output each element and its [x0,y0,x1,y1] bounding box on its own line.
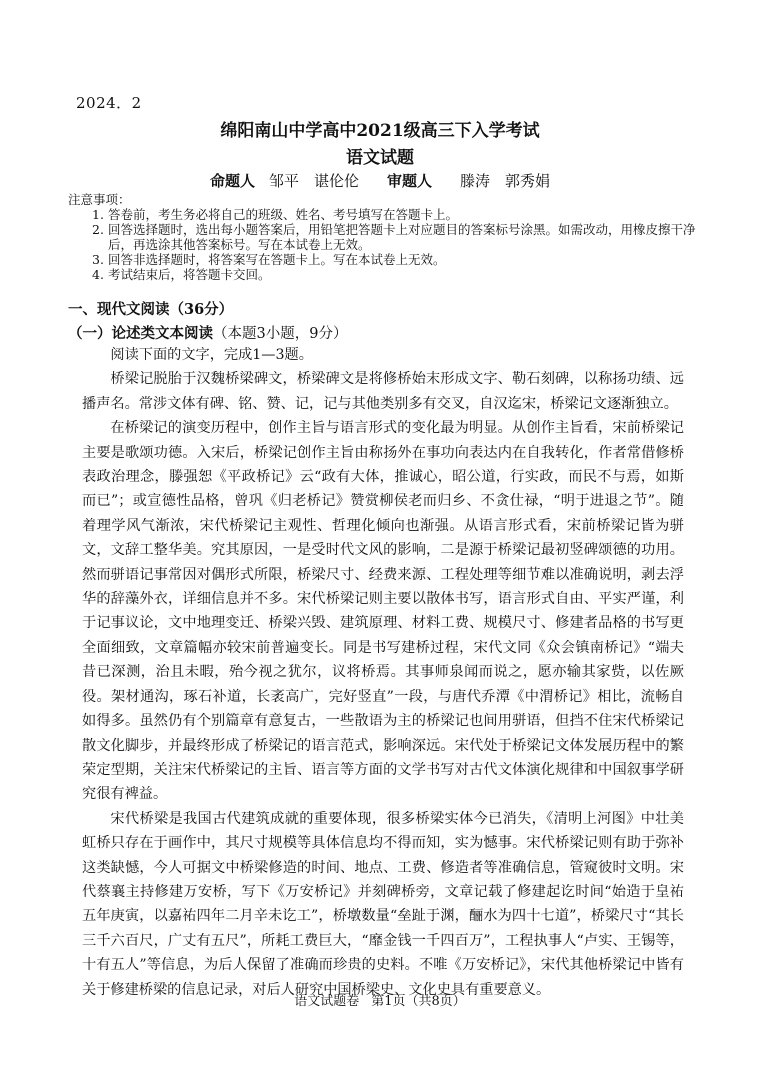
note-text: 回答选择题时，选出每小题答案后，用铅笔把答题卡上对应题目的答案标号涂黑。如需改动，用橡皮擦干净后，再选涂其他答案标号。写在本试卷上无效。 [108,222,696,252]
exam-subtitle: 语文试题 [346,148,414,168]
footer-doc-name: 语文试题卷 [294,994,360,1009]
passage-paragraph: 桥梁记脱胎于汉魏桥梁碑文，桥梁碑文是将修桥始末形成文字、勒石刻碑，以称扬功绩、远播声名。常涉文体有碑、铭、赞、记，记与其他类别多有交叉，自汉迄宋，桥梁记文逐渐独立。 [82,371,684,412]
page-footer [0,990,760,1009]
note-item [92,222,708,252]
note-item [92,252,708,267]
reviewer-names: 滕涛 郭秀娟 [460,172,551,190]
note-number: 1. [92,207,104,222]
notes-heading: 注意事项： [68,192,131,207]
notes-list [68,207,708,282]
reading-passage [82,343,684,1002]
passage-paragraph: 在桥梁记的演变历程中，创作主旨与语言形式的变化最为明显。从创作主旨看，宋前桥梁记主要是歌颂功德。入宋后，桥梁记创作主旨由称扬外在事功向表达内在自我转化，作者常借修桥表政治理念，滕强恕《平政桥记》云“政有大体，推诚心，昭公道，行实政，而民不与焉，如斯而已”；或宣德性品格，曾巩《归老桥记》赞赏柳侯老而归乡、不贪仕禄，“明于进退之节”。随着理学风气渐浓，宋代桥梁记主观性、哲理化倾向也渐强。从语言形式看，宋前桥梁记皆为骈文，文辞工整华美。究其原因，一是受时代文风的影响，二是源于桥梁记最初竖碑颂德的功用。然而骈语记事常因对偶形式所限，桥梁尺寸、经费来源、工程处理等细节难以准确说明，剥去浮华的辞藻外衣，详细信息并不多。宋代桥梁记则主要以散体书写，语言形式自由、平实严谨，利于记事议论，文中地理变迁、桥梁兴毁、建筑原理、材料工费、规模尺寸、修建者品格的书写更全面细致，文章篇幅亦较宋前普遍变长。同是书写建桥过程，宋代文同《众会镇南桥记》“端夫昔已深测，治且未暇，殆今视之犹尔，议将桥焉。其事师泉闻而说之，愿亦输其家赀，以佐厥役。架材通沟，琢石补道，长袤高广，完好竖直”一段，与唐代乔潭《中渭桥记》相比，流畅自如得多。虽然仍有个别篇章有意复古，一些散语为主的桥梁记也间用骈语，但挡不住宋代桥梁记散文化脚步，并最终形成了桥梁记的语言范式，影响深远。宋代处于桥梁记文体发展历程中的繁荣定型期，关注宋代桥梁记的主旨、语言等方面的文学书写对古代文体演化规律和中国叙事学研究很有裨益。 [82,420,684,803]
note-number: 2. [92,222,104,237]
notes-section [68,192,708,282]
footer-page-number: 第1页（共8页） [371,994,466,1009]
exam-title: 绵阳南山中学高中2021级高三下入学考试 [220,121,540,141]
note-item [92,207,708,222]
setter-label: 命题人 [209,172,255,190]
note-number: 4. [92,267,104,282]
subsection-note: （本题3小题，9分） [213,326,348,342]
note-item [92,267,708,282]
note-text: 答卷前，考生务必将自己的班级、姓名、考号填写在答题卡上。 [108,207,459,222]
exam-date: 2024．2 [76,94,142,112]
passage-paragraph: 宋代桥梁是我国古代建筑成就的重要体现，很多桥梁实体今已消失，《清明上河图》中壮美虹桥只存在于画作中，其尺寸规模等具体信息均不得而知，实为憾事。宋代桥梁记则有助于弥补这类缺憾，今人可据文中桥梁修造的时间、地点、工费、修造者等准确信息，管窥彼时文明。宋代蔡襄主持修建万安桥，写下《万安桥记》并刻碑桥旁，文章记载了修建起讫时间“始造于皇祐五年庚寅，以嘉祐四年二月辛未讫工”，桥墩数量“垒趾于渊，酾水为四十七道”，桥梁尺寸“其长三千六百尺，广丈有五尺”，所耗工费巨大，“靡金钱一千四百万”，工程执事人“卢实、王锡等，十有五人”等信息，为后人保留了准确而珍贵的史料。不唯《万安桥记》，宋代其他桥梁记中皆有关于修建桥梁的信息记录，对后人研究中国桥梁史、文化史具有重要意义。 [82,810,684,998]
setter-names: 邹平 谌伦伦 [268,172,359,190]
note-text: 回答非选择题时，将答案写在答题卡上。写在本试卷上无效。 [108,252,446,267]
reviewer-label: 审题人 [387,172,433,190]
section-heading: 一、现代文阅读（36分） [68,301,234,318]
subsection-title: （一）论述类文本阅读 [68,325,213,342]
authors-line [0,170,760,191]
instruction-paragraph: 阅读下面的文字，完成1—3题。 [110,347,313,363]
subsection-heading [68,322,347,343]
note-number: 3. [92,252,104,267]
note-text: 考试结束后，将答题卡交回。 [108,267,271,282]
